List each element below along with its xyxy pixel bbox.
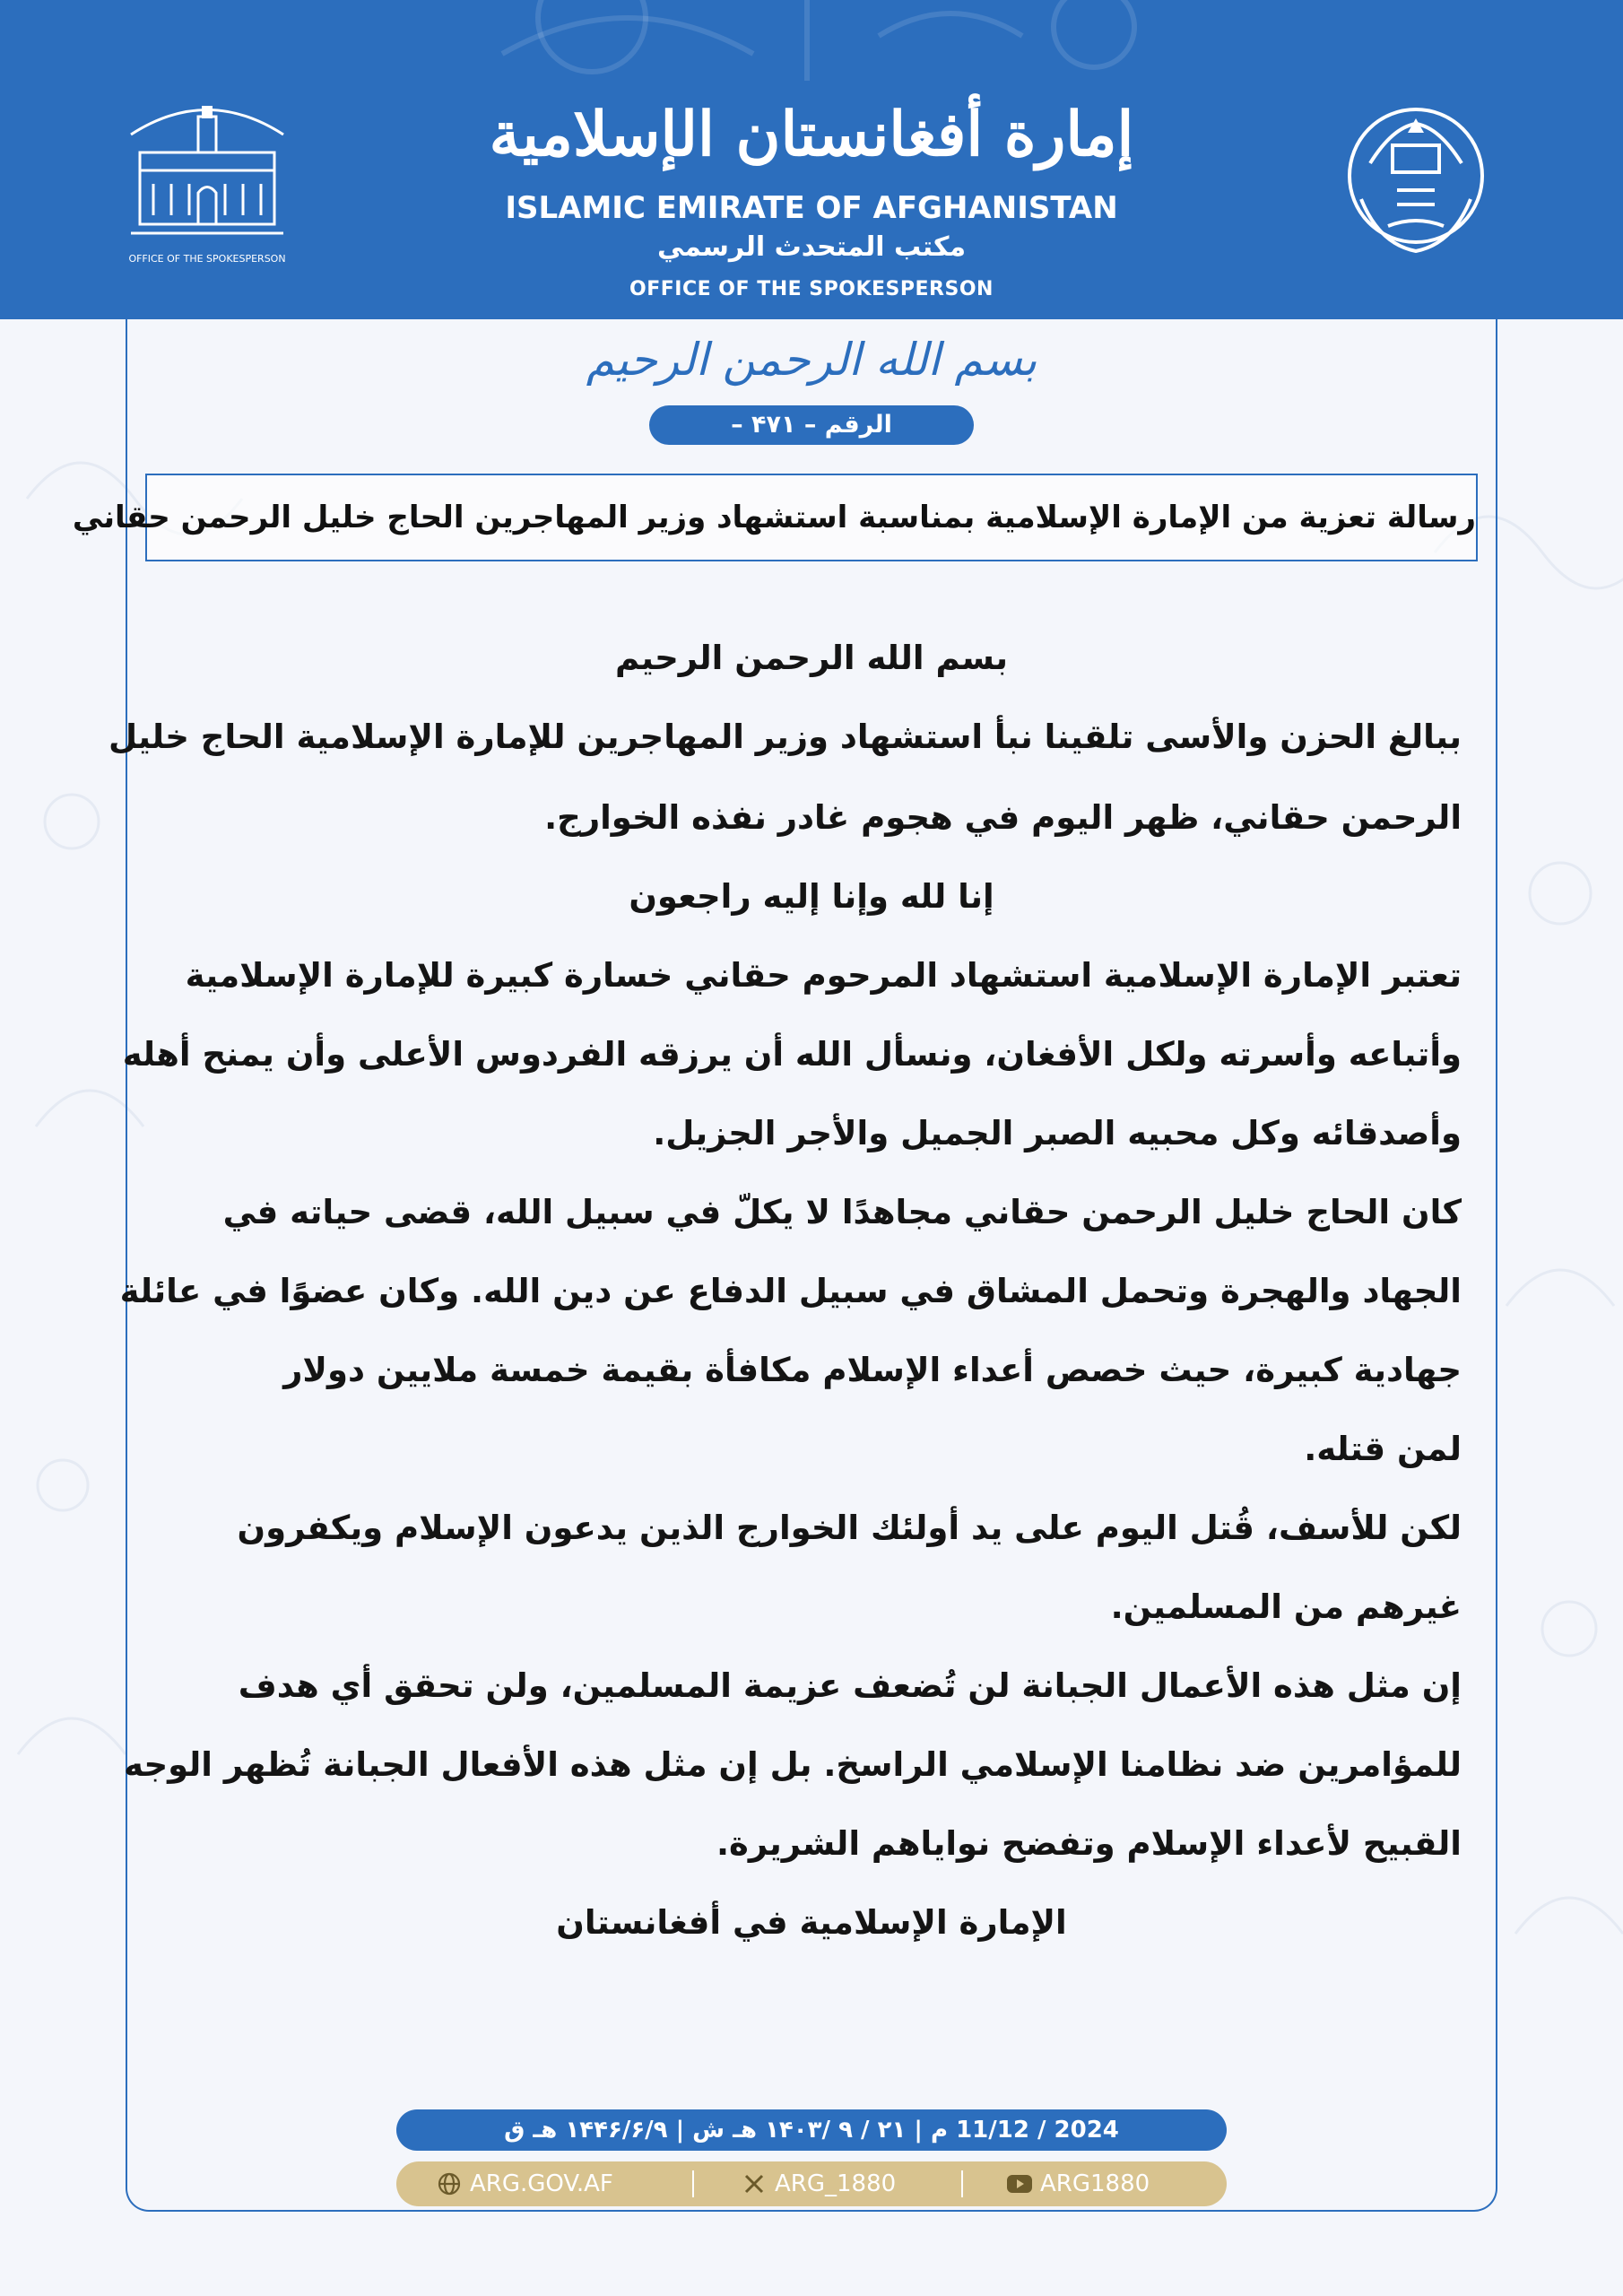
body-line: إن مثل هذه الأعمال الجبانة لن تُضعف عزيمة المسلمين، ولن تحقق أي هدف bbox=[238, 1666, 1462, 1705]
header-title-english: ISLAMIC EMIRATE OF AFGHANISTAN bbox=[505, 190, 1118, 226]
x-handle-text: ARG_1880 bbox=[775, 2170, 897, 2197]
body-line-centered: إنا لله وإنا إليه راجعون bbox=[629, 877, 994, 916]
youtube-handle-text: ARG1880 bbox=[1040, 2170, 1150, 2197]
x-logo-icon bbox=[741, 2170, 768, 2197]
divider bbox=[692, 2170, 694, 2197]
header-banner bbox=[0, 0, 1623, 319]
x-link[interactable] bbox=[741, 2161, 896, 2206]
date-bar: 2024 / 11/12 م | ۲۱ / ۹ /۱۴۰۳ هـ ش | ۱۴۴۶/۶/۹ هـ ق bbox=[396, 2109, 1227, 2151]
subject-title: رسالة تعزية من الإمارة الإسلامية بمناسبة استشهاد وزير المهاجرين الحاج خليل الرحمن حقاني bbox=[72, 500, 1476, 535]
subject-box bbox=[72, 474, 1478, 561]
signature-line: الإمارة الإسلامية في أفغانستان bbox=[556, 1903, 1067, 1942]
body-line: وأتباعه وأسرته ولكل الأفغان، ونسأل الله أن يرزقه الفردوس الأعلى وأن يمنح أهله bbox=[122, 1035, 1462, 1074]
body-line: كان الحاج خليل الرحمن حقاني مجاهدًا لا يكلّ في سبيل الله، قضى حياته في bbox=[222, 1193, 1462, 1231]
body-line: تعتبر الإمارة الإسلامية استشهاد المرحوم حقاني خسارة كبيرة للإمارة الإسلامية bbox=[185, 956, 1462, 995]
body-line: جهادية كبيرة، حيث خصص أعداء الإسلام مكافأة بقيمة خمسة ملايين دولار bbox=[283, 1351, 1462, 1389]
divider bbox=[961, 2170, 963, 2197]
links-bar bbox=[396, 2161, 1227, 2206]
website-text: ARG.GOV.AF bbox=[470, 2170, 613, 2197]
body-line: الرحمن حقاني، ظهر اليوم في هجوم غادر نفذه الخوارج. bbox=[544, 798, 1462, 837]
reference-number-badge: الرقم – ۴۷۱ – bbox=[649, 405, 974, 445]
body-basmala: بسم الله الرحمن الرحيم bbox=[614, 639, 1009, 677]
body-line: للمؤامرين ضد نظامنا الإسلامي الراسخ. بل إن مثل هذه الأفعال الجبانة تُظهر الوجه bbox=[124, 1745, 1462, 1784]
website-link[interactable] bbox=[436, 2161, 613, 2206]
basmala-calligraphy: بسم الله الرحمن الرحيم bbox=[586, 334, 1037, 386]
body-line: الجهاد والهجرة وتحمل المشاق في سبيل الدفاع عن دين الله. وكان عضوًا في عائلة bbox=[119, 1272, 1462, 1310]
youtube-link[interactable] bbox=[1006, 2161, 1150, 2206]
globe-icon bbox=[436, 2170, 463, 2197]
body-line: ببالغ الحزن والأسى تلقينا نبأ استشهاد وزير المهاجرين للإمارة الإسلامية الحاج خليل bbox=[108, 718, 1462, 756]
office-title-english: OFFICE OF THE SPOKESPERSON bbox=[629, 278, 994, 300]
body-line: وأصدقائه وكل محبيه الصبر الجميل والأجر الجزيل. bbox=[653, 1114, 1462, 1152]
body-line: القبيح لأعداء الإسلام وتفضح نواياهم الشريرة. bbox=[716, 1824, 1462, 1863]
office-title-arabic: مكتب المتحدث الرسمي bbox=[656, 231, 967, 263]
body-line: لمن قتله. bbox=[1304, 1430, 1462, 1468]
youtube-icon bbox=[1006, 2170, 1033, 2197]
body-line: غيرهم من المسلمين. bbox=[1110, 1587, 1462, 1626]
logo-caption: OFFICE OF THE SPOKESPERSON bbox=[128, 253, 286, 265]
header-title-arabic: إمارة أفغانستان الإسلامية bbox=[489, 99, 1134, 170]
body-line: لكن للأسف، قُتل اليوم على يد أولئك الخوارج الذين يدعون الإسلام ويكفرون bbox=[237, 1509, 1462, 1547]
